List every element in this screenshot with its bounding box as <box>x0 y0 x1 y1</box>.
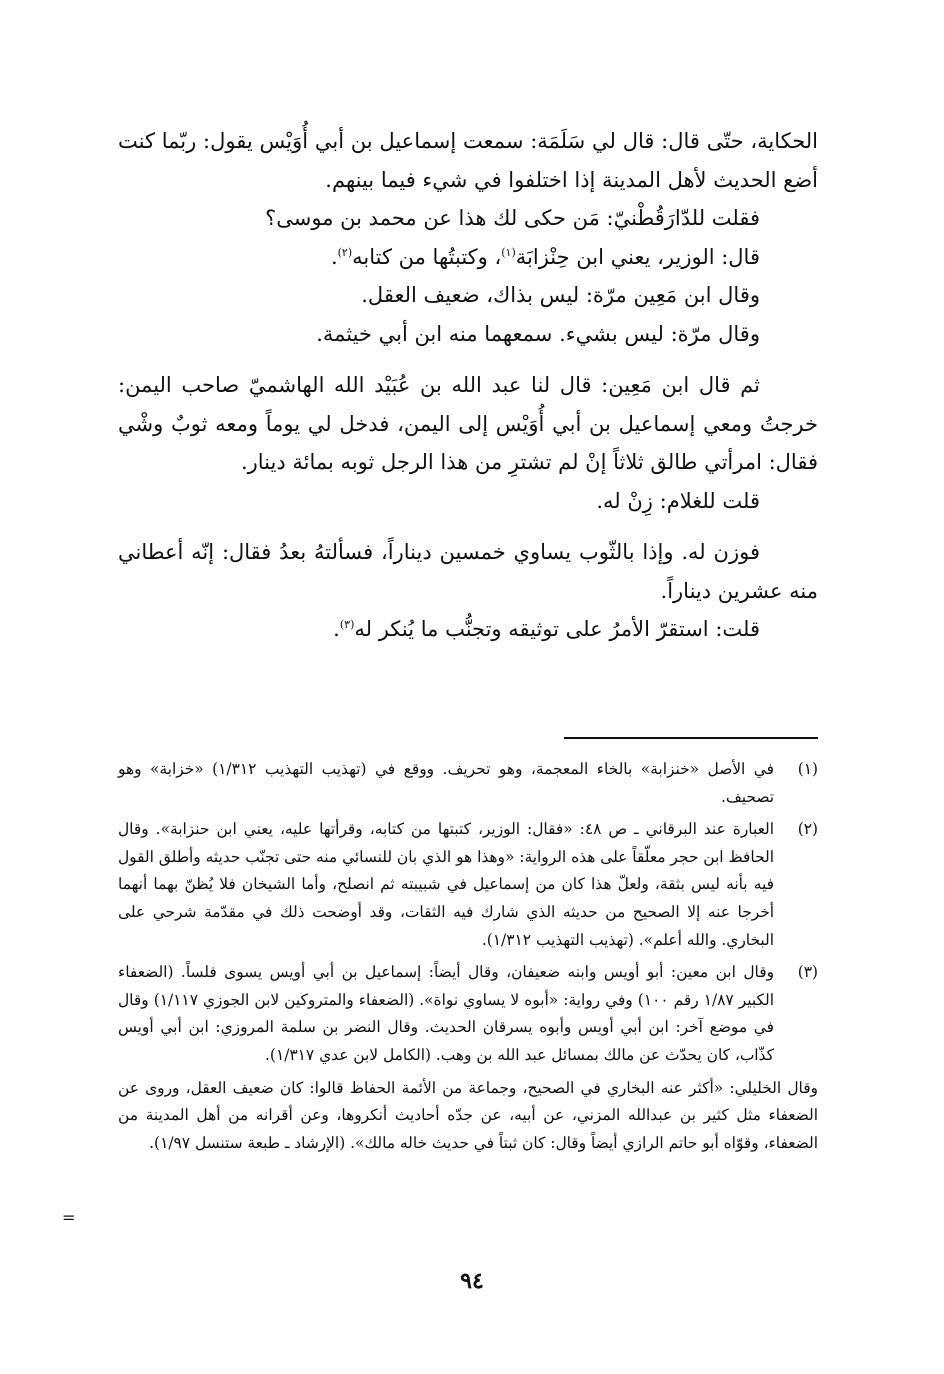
paragraph: فوزن له. وإذا بالثّوب يساوي خمسين ديناراً، فسألتهُ بعدُ فقال: إنّه أعطاني منه عشرين ديناراً. <box>118 540 818 603</box>
footnote-text: في الأصل «خنزابة» بالخاء المعجمة، وهو تحريف. ووقع في (تهذيب التهذيب ١/٣١٢) «خزابة» وهو تصحيف. <box>118 760 774 806</box>
paragraph: فقلت للدّارَقُطْنيّ: مَن حكى لك هذا عن محمد بن موسى؟ <box>265 206 760 230</box>
paragraph: وقال مرّة: ليس بشيء. سمعهما منه ابن أبي خيثمة. <box>316 321 760 346</box>
paragraph: وقال ابن مَعِين مرّة: ليس بذاك، ضعيف العقل. <box>361 283 760 307</box>
footnote-separator <box>564 737 818 739</box>
paragraph: قلت للغلام: زِنْ له. <box>596 488 760 513</box>
footnotes-block <box>118 756 818 1157</box>
footnote-marker: (٣) <box>339 618 355 631</box>
paragraph-text: قلت: استقرّ الأمرُ على توثيقه وتجنُّب ما يُنكر له <box>354 617 760 641</box>
footnote <box>118 959 818 1069</box>
footnote <box>118 756 818 811</box>
footnote-marker: (٢) <box>337 245 353 259</box>
page-number: ٩٤ <box>460 1268 484 1294</box>
footnote-continuation: وقال الخليلي: «أكثر عنه البخاري في الصحيح، وجماعة من الأئمة الحفاظ قالوا: كان ضعيف العقل، وروى عن الضعفاء مثل كثير بن عبدالله المزني، عن أبيه، عن جدّه أحاديث أنكروها، وعن أقرانه من أهل المدينة من الضعفاء، وقوّاه أبو حاتم الرازي أيضاً وقال: كان ثبتاً في حديث خاله مالك». (الإرشاد ـ طبعة ستنسل ١/٩٧). <box>118 1078 818 1152</box>
paragraph-text: . <box>333 617 340 641</box>
paragraph <box>118 610 818 649</box>
footnote-text: وقال ابن معين: أبو أويس وابنه ضعيفان، وقال أيضاً: إسماعيل بن أبي أويس يسوى فلساً. (الضعفاء الكبير ١/٨٧ رقم ١٠٠) وفي رواية: «أبوه لا يساوي نواة». (الضعفاء والمتروكين لابن الجوزي ١/١١٧) وقال في موضع آخر: ابن أبي أويس وأبوه يسرقان الحديث. وقال النضر بن سلمة المروزي: ابن أبي أويس كذّاب، كان يحدّث عن مالك بمسائل عبد الله بن وهب. (الكامل لابن عدي ١/٣١٧). <box>118 963 774 1064</box>
paragraph-text: قال: الوزير، يعني ابن حِنْزابَة <box>515 244 760 269</box>
paragraph <box>118 238 818 277</box>
paragraph-text: ، وكتبتُها من كتابه <box>352 244 502 269</box>
footnote-marker: (١) <box>501 245 516 259</box>
paragraph: ثم قال ابن مَعِين: قال لنا عبد الله بن عُبَيْد الله الهاشميّ صاحب اليمن: خرجتُ ومعي إسماعيل بن أبي أُوَيْس إلى اليمن، فدخل لي يوماً ومعه ثوبٌ وشْي فقال: امرأتي طالق ثلاثاً إنْ لم تشترِ من هذا الرجل ثوبه بمائة دينار. <box>118 373 818 474</box>
main-text-block <box>118 122 818 649</box>
continuation-mark: = <box>62 1208 76 1227</box>
footnote-number: (١) <box>797 760 818 778</box>
footnote-number: (٣) <box>797 963 818 982</box>
paragraph: الحكاية، حتّى قال: قال لي سَلَمَة: سمعت إسماعيل بن أبي أُوَيْس يقول: ربّما كنت أضع الحديث لأهل المدينة إذا اختلفوا في شيء فيما بينهم. <box>118 129 818 192</box>
footnote-number: (٢) <box>797 820 818 839</box>
footnote-text: العبارة عند البرقاني ـ ص ٤٨: «فقال: الوزير، كتبتها من كتابه، وقرأتها عليه، يعني ابن حنزابة». وقال الحافظ ابن حجر معلّقاً على هذه الرواية: «وهذا هو الذي بان للنسائي منه حتى تجنّب حديثه وأطلق القول فيه بأنه ليس بثقة، ولعلّ هذا كان من إسماعيل في شبيبته ثم انصلح، وأما الشيخان فلا يُظنّ بهما أنهما أخرجا عنه إلا الصحيح من حديثه الذي شارك فيه الثقات، وقد أوضحت ذلك في مقدّمة شرحي على البخاري. والله أعلم». (تهذيب التهذيب ١/٣١٢). <box>118 820 774 949</box>
footnote <box>118 816 818 954</box>
paragraph-text: . <box>330 244 338 269</box>
